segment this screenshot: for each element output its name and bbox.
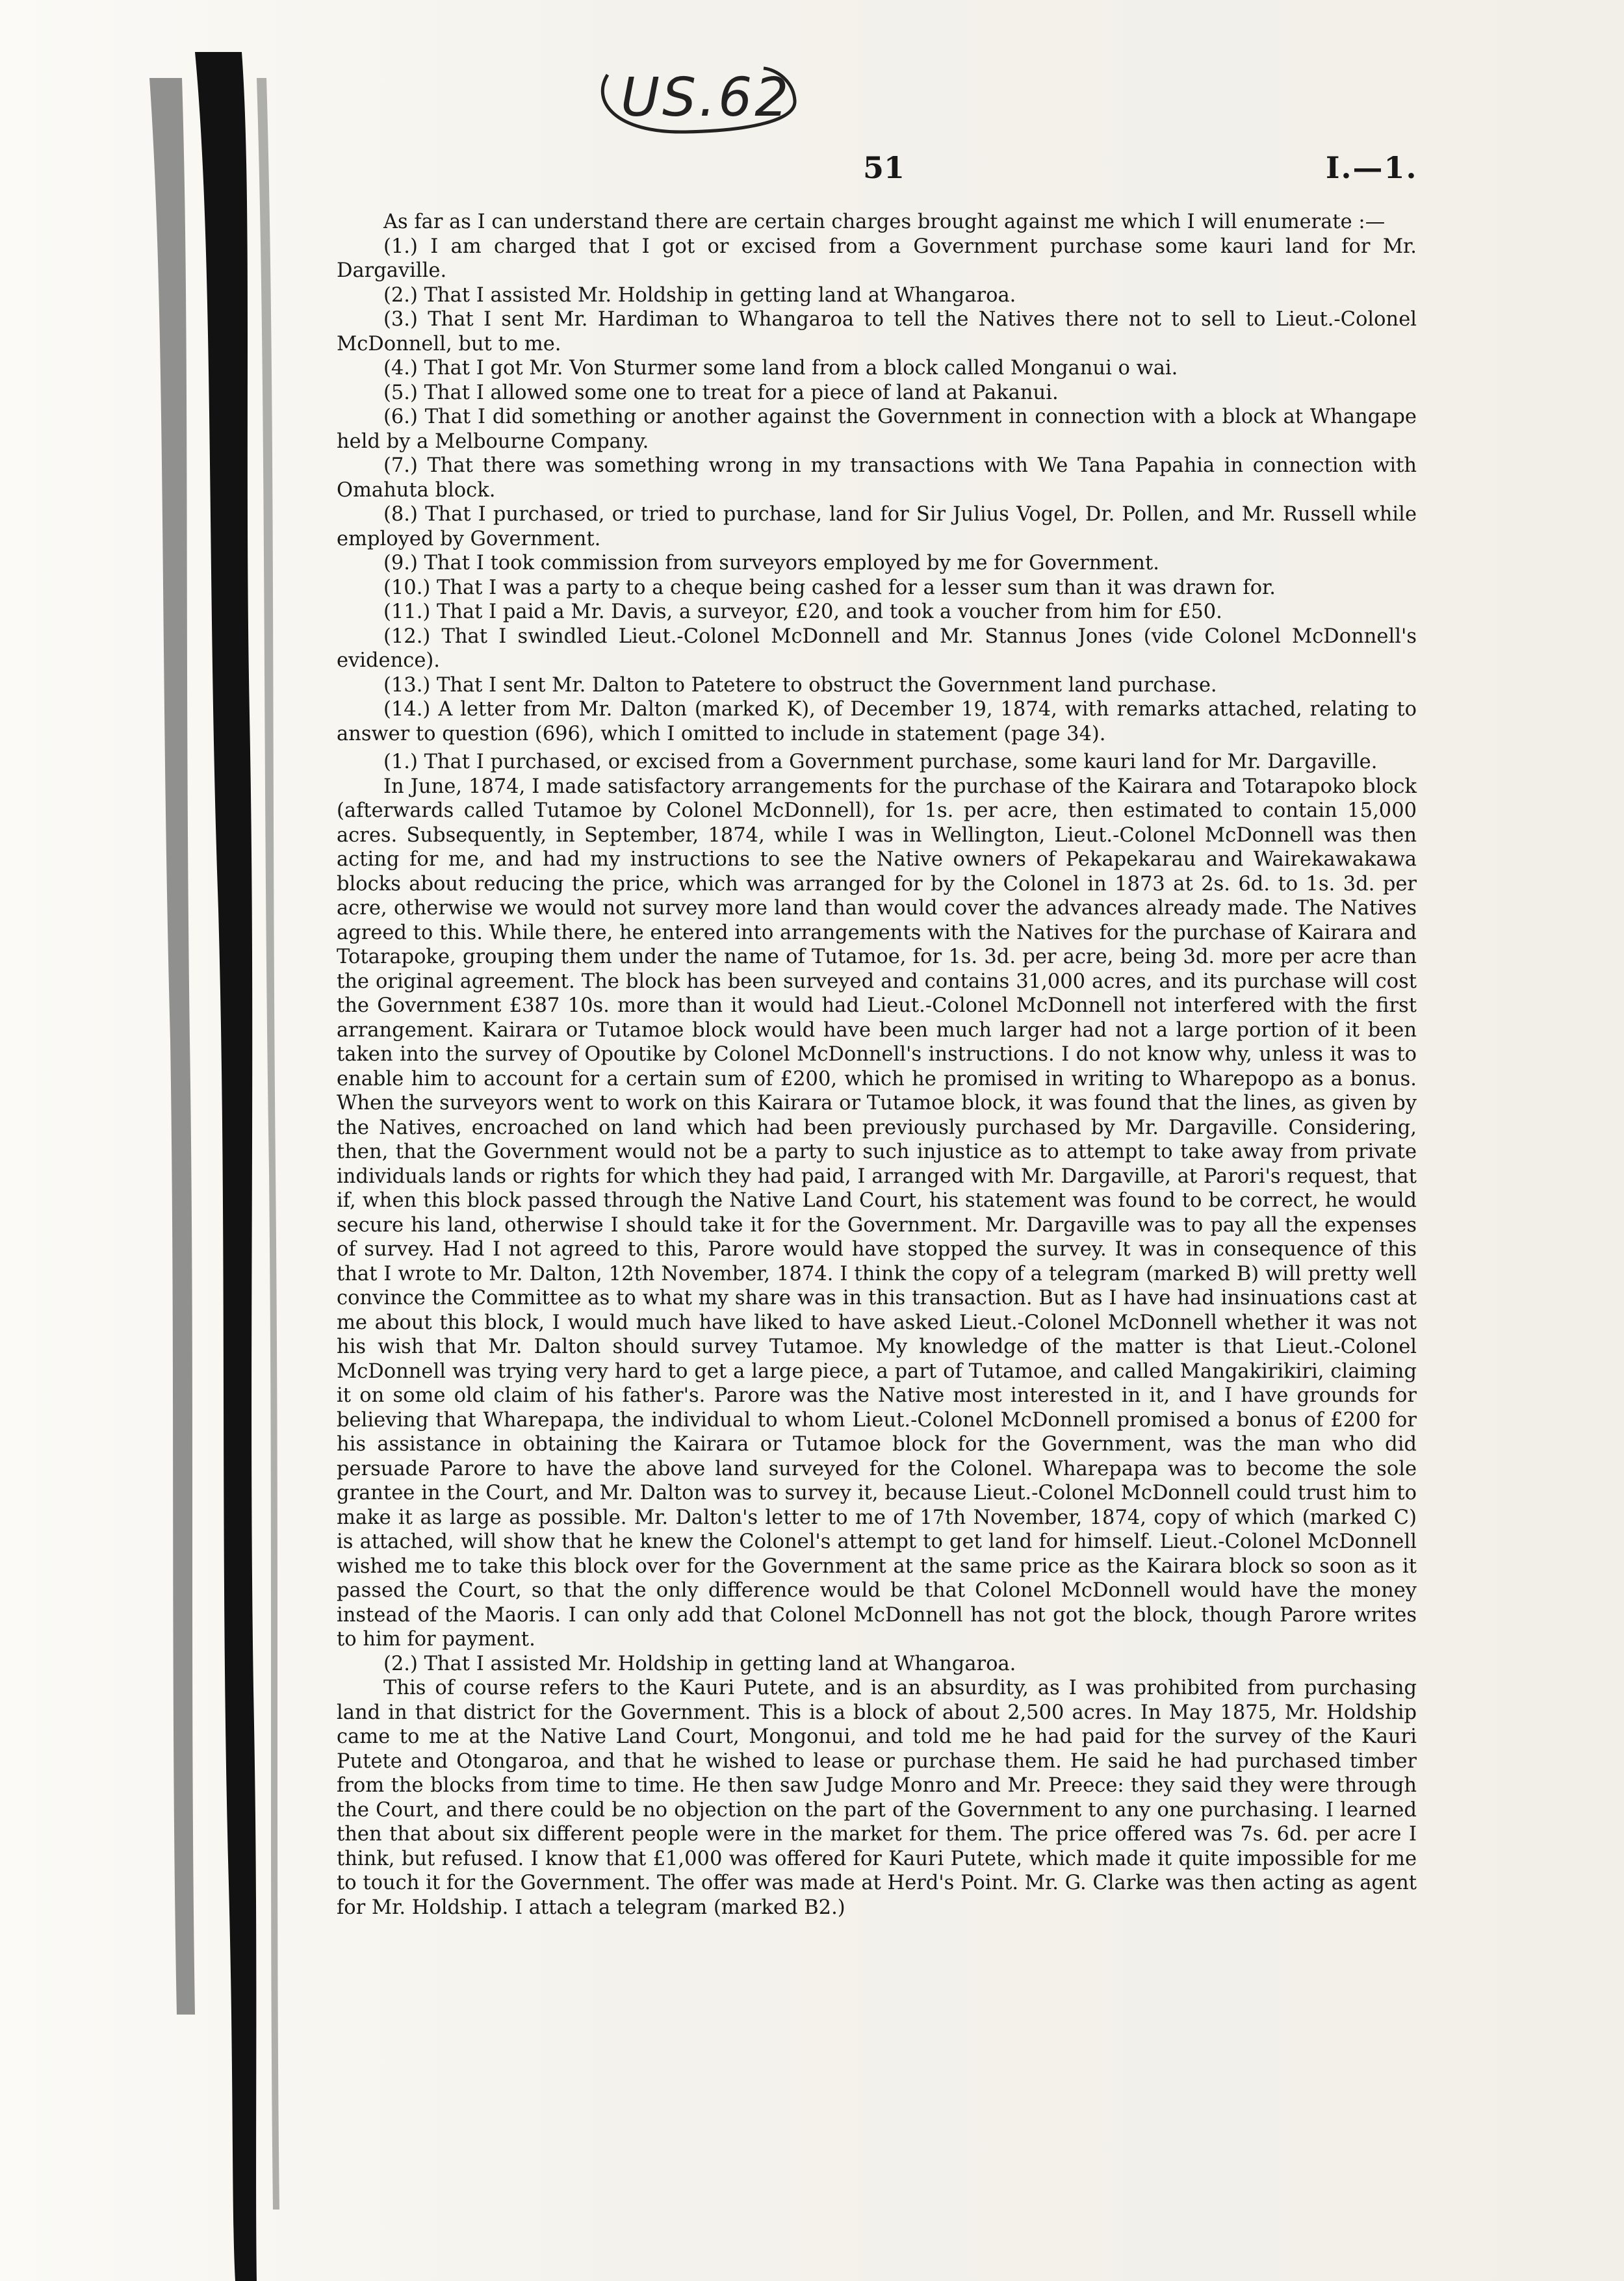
charge-item: (10.) That I was a party to a cheque being cashed for a lesser sum than it was drawn for.	[383, 576, 1276, 599]
charge-item: (11.) That I paid a Mr. Davis, a surveyor, £20, and took a voucher from him for £50.	[383, 600, 1222, 623]
charge-item: (6.) That I did something or another against the Government in connection with a block at Whangape held by a Melbourne Company.	[337, 406, 1417, 453]
annotation-text: US.62	[621, 67, 792, 129]
charge-item: (4.) That I got Mr. Von Sturmer some land from a block called Monganui o wai.	[383, 357, 1178, 380]
page-header	[0, 146, 1624, 198]
charge-item: (12.) That I swindled Lieut.-Colonel McDonnell and Mr. Stannus Jones (vide Colonel McDonnell's evidence).	[337, 625, 1417, 672]
section-1-heading: (1.) That I purchased, or excised from a Government purchase, some kauri land for Mr. Dargaville.	[383, 751, 1378, 773]
section-1-body: In June, 1874, I made satisfactory arrangements for the purchase of the Kairara and Totarapoko block (afterwards called Tutamoe by Colonel McDonnell), for 1s. per acre, then estimated to contain 15,000 acres. Subsequently, in September, 1874, while I was in Wellington, Lieut.-Colonel McDonnell was then acting for me, and had my instructions to see the Native owners of Pekapekarau and Wairekawakawa blocks about reducing the price, which was arranged for by the Colonel in 1873 at 2s. 6d. to 1s. 3d. per acre, otherwise we would not survey more land than would cover the advances already made. The Natives agreed to this. While there, he entered into arrangements with the Natives for the purchase of Kairara and Totarapoke, grouping them under the name of Tutamoe, for 1s. 3d. per acre, being 3d. more per acre than the original agreement. The block has been surveyed and contains 31,000 acres, and its purchase will cost the Government £387 10s. more than it would had Lieut.-Colonel McDonnell not interfered with the first arrangement. Kairara or Tutamoe block would have been much larger had not a large portion of it been taken into the survey of Opoutike by Colonel McDonnell's instructions. I do not know why, unless it was to enable him to account for a certain sum of £200, which he promised in writing to Wharepopo as a bonus. When the surveyors went to work on this Kairara or Tutamoe block, it was found that the lines, as given by the Natives, encroached on land which had been previously purchased by Mr. Dargaville. Considering, then, that the Government would not be a party to such injustice as to attempt to take away from private individuals lands or rights for which they had paid, I arranged with Mr. Dargaville, at Parori's request, that if, when this block passed through the Native Land Court, his statement was found to be correct, he would secure his land, otherwise I should take it for the Government. Mr. Dargaville was to pay all the expenses of survey. Had I not agreed to this, Parore would have stopped the survey. It was in consequence of this that I wrote to Mr. Dalton, 12th November, 1874. I think the copy of a telegram (marked B) will pretty well convince the Committee as to what my share was in this transaction. But as I have had insinuations cast at me about this block, I would much have liked to have asked Lieut.-Colonel McDonnell whether it was not his wish that Mr. Dalton should survey Tutamoe. My knowledge of the matter is that Lieut.-Colonel McDonnell was trying very hard to get a large piece, a part of Tutamoe, and called Mangakirikiri, claiming it on some old claim of his father's. Parore was the Native most interested in it, and I have grounds for believing that Wharepapa, the individual to whom Lieut.-Colonel McDonnell promised a bonus of £200 for his assistance in obtaining the Kairara or Tutamoe block for the Government, was the man who did persuade Parore to have the above land surveyed for the Colonel. Wharepapa was to become the sole grantee in the Court, and Mr. Dalton was to survey it, because Lieut.-Colonel McDonnell could trust him to make it as large as possible. Mr. Dalton's letter to me of 17th November, 1874, copy of which (marked C) is attached, will show that he knew the Colonel's attempt to get land for himself. Lieut.-Colonel McDonnell wished me to take this block over for the Government at the same price as the Kairara block so soon as it passed the Court, so that the only difference would be that Colonel McDonnell would have the money instead of the Maoris. I can only add that Colonel McDonnell has not got the block, though Parore writes to him for payment.	[337, 775, 1417, 1651]
paper-code: I.—1.	[1326, 150, 1418, 185]
charge-item: (7.) That there was something wrong in my transactions with We Tana Papahia in connection with Omahuta block.	[337, 454, 1417, 502]
page-number: 51	[863, 150, 905, 185]
charge-item: (5.) That I allowed some one to treat for a piece of land at Pakanui.	[383, 381, 1059, 404]
charge-item: (8.) That I purchased, or tried to purchase, land for Sir Julius Vogel, Dr. Pollen, and Mr. Russell while employed by Government.	[337, 503, 1417, 550]
charge-item: (13.) That I sent Mr. Dalton to Patetere to obstruct the Government land purchase.	[383, 673, 1217, 697]
charge-item: (1.) I am charged that I got or excised from a Government purchase some kauri land for Mr. Dargaville.	[337, 235, 1417, 282]
charge-item: (14.) A letter from Mr. Dalton (marked K), of December 19, 1874, with remarks attached, relating to answer to question (696), which I omitted to include in statement (page 34).	[337, 698, 1417, 745]
section-2-body: This of course refers to the Kauri Putete, and is an absurdity, as I was prohibited from purchasing land in that district for the Government. This is a block of about 2,500 acres. In May 1875, Mr. Holdship came to me at the Native Land Court, Mongonui, and told me he had paid for the survey of the Kauri Putete and Otongaroa, and that he wished to lease or purchase them. He said he had purchased timber from the blocks from time to time. He then saw Judge Monro and Mr. Preece: they said they were through the Court, and there could be no objection on the part of the Government to any one purchasing. I learned then that about six different people were in the market for them. The price offered was 7s. 6d. per acre I think, but refused. I know that £1,000 was offered for Kauri Putete, which made it quite impossible for me to touch it for the Government. The offer was made at Herd's Point. Mr. G. Clarke was then acting as agent for Mr. Holdship. I attach a telegram (marked B2.)	[337, 1677, 1417, 1919]
charge-item: (9.) That I took commission from surveyors employed by me for Government.	[383, 552, 1159, 574]
handwritten-annotation	[588, 55, 822, 159]
intro-paragraph: As far as I can understand there are certain charges brought against me which I will enumerate :—	[383, 211, 1386, 233]
charge-item: (3.) That I sent Mr. Hardiman to Whangaroa to tell the Natives there not to sell to Lieut.-Colonel McDonnell, but to me.	[337, 308, 1417, 355]
charge-item: (2.) That I assisted Mr. Holdship in getting land at Whangaroa.	[383, 283, 1016, 307]
document-body	[337, 210, 1417, 1920]
section-2-heading: (2.) That I assisted Mr. Holdship in getting land at Whangaroa.	[383, 1652, 1016, 1675]
